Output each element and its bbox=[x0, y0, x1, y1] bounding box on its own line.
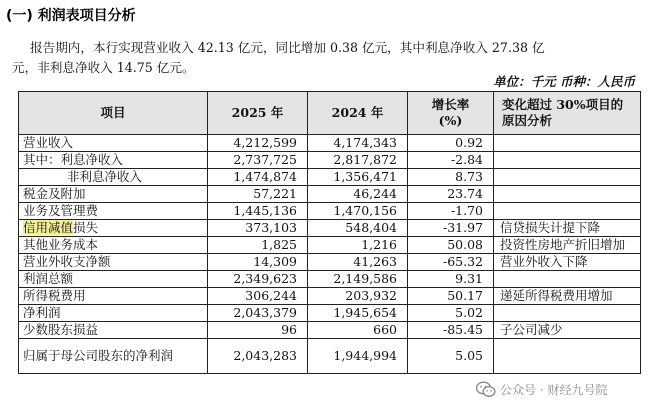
row-item: 其他业务成本 bbox=[19, 237, 208, 254]
value-2025: 1,474,874 bbox=[208, 169, 308, 186]
value-2025: 96 bbox=[208, 322, 308, 339]
header-item: 项目 bbox=[19, 92, 208, 135]
value-2024: 1,470,156 bbox=[308, 203, 408, 220]
value-2025: 2,349,623 bbox=[208, 271, 308, 288]
row-item: 少数股东损益 bbox=[19, 322, 208, 339]
units-label: 单位：千元 币种：人民币 bbox=[493, 74, 635, 89]
change-reason bbox=[494, 169, 641, 186]
header-growth bbox=[408, 92, 494, 135]
header-2025: 2025 年 bbox=[208, 92, 308, 135]
wechat-icon bbox=[476, 381, 496, 398]
growth-rate: 5.05 bbox=[408, 339, 494, 374]
row-item: 非利息净收入 bbox=[19, 169, 208, 186]
row-item: 税金及附加 bbox=[19, 186, 208, 203]
change-reason bbox=[494, 305, 641, 322]
value-2024: 4,174,343 bbox=[308, 135, 408, 152]
row-item: 营业收入 bbox=[19, 135, 208, 152]
table-header-row bbox=[19, 92, 641, 135]
growth-rate: 50.17 bbox=[408, 288, 494, 305]
change-reason: 投资性房地产折旧增加 bbox=[494, 237, 641, 254]
change-reason bbox=[494, 152, 641, 169]
value-2025: 14,309 bbox=[208, 254, 308, 271]
value-2024: 1,216 bbox=[308, 237, 408, 254]
value-2025: 373,103 bbox=[208, 220, 308, 237]
row-item: 其中：利息净收入 bbox=[19, 152, 208, 169]
table-row bbox=[19, 288, 641, 305]
growth-rate: -65.32 bbox=[408, 254, 494, 271]
growth-rate: 0.92 bbox=[408, 135, 494, 152]
table-row bbox=[19, 152, 641, 169]
value-2025: 4,212,599 bbox=[208, 135, 308, 152]
header-reason: 变化超过 30%项目的原因分析 bbox=[494, 92, 641, 135]
value-2024: 203,932 bbox=[308, 288, 408, 305]
change-reason bbox=[494, 271, 641, 288]
header-growth-unit: (%) bbox=[438, 113, 463, 128]
value-2024: 660 bbox=[308, 322, 408, 339]
row-item: 净利润 bbox=[19, 305, 208, 322]
growth-rate: 9.31 bbox=[408, 271, 494, 288]
value-2024: 1,944,994 bbox=[308, 339, 408, 374]
table-row bbox=[19, 220, 641, 237]
table-row bbox=[19, 186, 641, 203]
row-item: 所得税费用 bbox=[19, 288, 208, 305]
summary-line-2: 元，非利息净收入 14.75 亿元。 bbox=[12, 60, 195, 75]
row-item: 营业外收支净额 bbox=[19, 254, 208, 271]
row-item bbox=[19, 220, 208, 237]
change-reason bbox=[494, 135, 641, 152]
growth-rate: 8.73 bbox=[408, 169, 494, 186]
growth-rate: -1.70 bbox=[408, 203, 494, 220]
summary-line-1: 报告期内，本行实现营业收入 42.13 亿元，同比增加 0.38 亿元，其中利息净收入 27.38 亿 bbox=[30, 40, 545, 55]
value-2025: 2,043,283 bbox=[208, 339, 308, 374]
row-item: 利润总额 bbox=[19, 271, 208, 288]
row-item: 归属于母公司股东的净利润 bbox=[19, 339, 208, 374]
table-row bbox=[19, 237, 641, 254]
growth-rate: 23.74 bbox=[408, 186, 494, 203]
change-reason: 递延所得税费用增加 bbox=[494, 288, 641, 305]
table-row bbox=[19, 305, 641, 322]
value-2024: 2,817,872 bbox=[308, 152, 408, 169]
section-title: (一) 利润表项目分析 bbox=[6, 8, 136, 24]
value-2025: 57,221 bbox=[208, 186, 308, 203]
change-reason bbox=[494, 186, 641, 203]
row-item: 业务及管理费 bbox=[19, 203, 208, 220]
value-2024: 548,404 bbox=[308, 220, 408, 237]
value-2025: 2,737,725 bbox=[208, 152, 308, 169]
row-item-rest: 损失 bbox=[73, 220, 99, 235]
change-reason bbox=[494, 339, 641, 374]
table-row bbox=[19, 322, 641, 339]
growth-rate: 5.02 bbox=[408, 305, 494, 322]
value-2024: 2,149,586 bbox=[308, 271, 408, 288]
watermark-text: 公众号 · 财经九号院 bbox=[500, 382, 608, 397]
change-reason: 信贷损失计提下降 bbox=[494, 220, 641, 237]
table-row bbox=[19, 339, 641, 374]
watermark bbox=[476, 378, 607, 400]
value-2024: 46,244 bbox=[308, 186, 408, 203]
change-reason: 营业外收入下降 bbox=[494, 254, 641, 271]
income-statement-table bbox=[18, 91, 641, 374]
value-2024: 41,263 bbox=[308, 254, 408, 271]
table-row bbox=[19, 135, 641, 152]
growth-rate: -2.84 bbox=[408, 152, 494, 169]
value-2024: 1,356,471 bbox=[308, 169, 408, 186]
table-row bbox=[19, 203, 641, 220]
value-2025: 306,244 bbox=[208, 288, 308, 305]
growth-rate: -31.97 bbox=[408, 220, 494, 237]
value-2025: 2,043,379 bbox=[208, 305, 308, 322]
header-2024: 2024 年 bbox=[308, 92, 408, 135]
table-row bbox=[19, 271, 641, 288]
value-2024: 1,945,654 bbox=[308, 305, 408, 322]
header-growth-label: 增长率 bbox=[431, 97, 470, 112]
change-reason: 子公司减少 bbox=[494, 322, 641, 339]
value-2025: 1,445,136 bbox=[208, 203, 308, 220]
table-row bbox=[19, 169, 641, 186]
table-row bbox=[19, 254, 641, 271]
growth-rate: -85.45 bbox=[408, 322, 494, 339]
value-2025: 1,825 bbox=[208, 237, 308, 254]
growth-rate: 50.08 bbox=[408, 237, 494, 254]
change-reason bbox=[494, 203, 641, 220]
highlighted-text: 信用减值 bbox=[23, 220, 74, 235]
